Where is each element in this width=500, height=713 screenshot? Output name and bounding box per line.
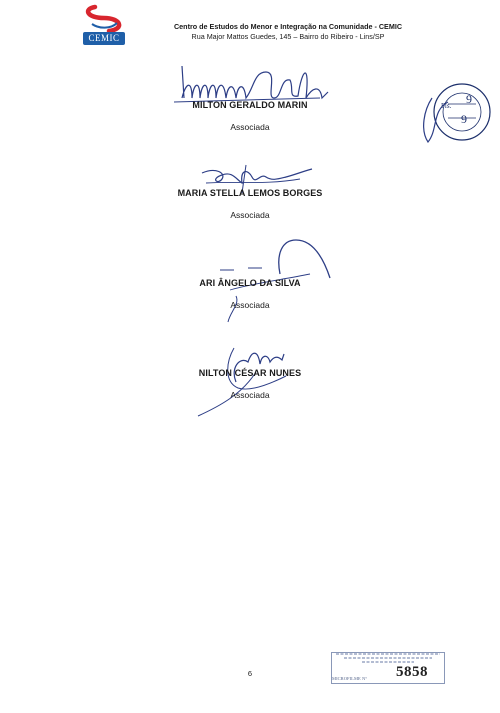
signatory-name: MARIA STELLA LEMOS BORGES [177,188,323,198]
microfilm-label: MICROFILME N° [332,676,368,681]
page-stamp [418,80,494,150]
signatory-role: Associada [230,210,270,220]
stamp-label: Fls. [441,102,452,110]
signatory-block-2 [130,188,370,220]
registry-text-lines [332,651,444,663]
organization-address: Rua Major Mattos Guedes, 145 – Bairro do Ribeiro - Lins/SP [191,32,385,41]
registry-seal-text [332,651,444,664]
logo-text: CEMIC [83,32,125,45]
signatory-name: NILTON CÉSAR NUNES [198,368,302,378]
stamp-top-number: 9 [466,92,472,106]
cemic-logo-mark [79,4,129,34]
cemic-logo [79,4,129,46]
signatory-block-3 [130,278,370,310]
organization-name: Centro de Estudos do Menor e Integração na Comunidade - CEMIC [173,22,403,31]
signatory-block-4 [130,368,370,400]
page-number: 6 [247,669,253,678]
signatory-role: Associada [230,300,270,310]
signatory-role: Associada [230,390,270,400]
stamp-bottom-number: 9 [461,112,467,126]
signatory-role: Associada [230,122,270,132]
stamp-seal [418,80,494,150]
microfilm-number: 5858 [396,664,428,680]
microfilm-stamp [328,649,448,687]
signatory-name: MILTON GERALDO MARIN [192,100,308,110]
letterhead [148,22,428,42]
signatory-name: ARI ÂNGELO DA SILVA [199,278,301,288]
signatory-block-1 [130,100,370,132]
